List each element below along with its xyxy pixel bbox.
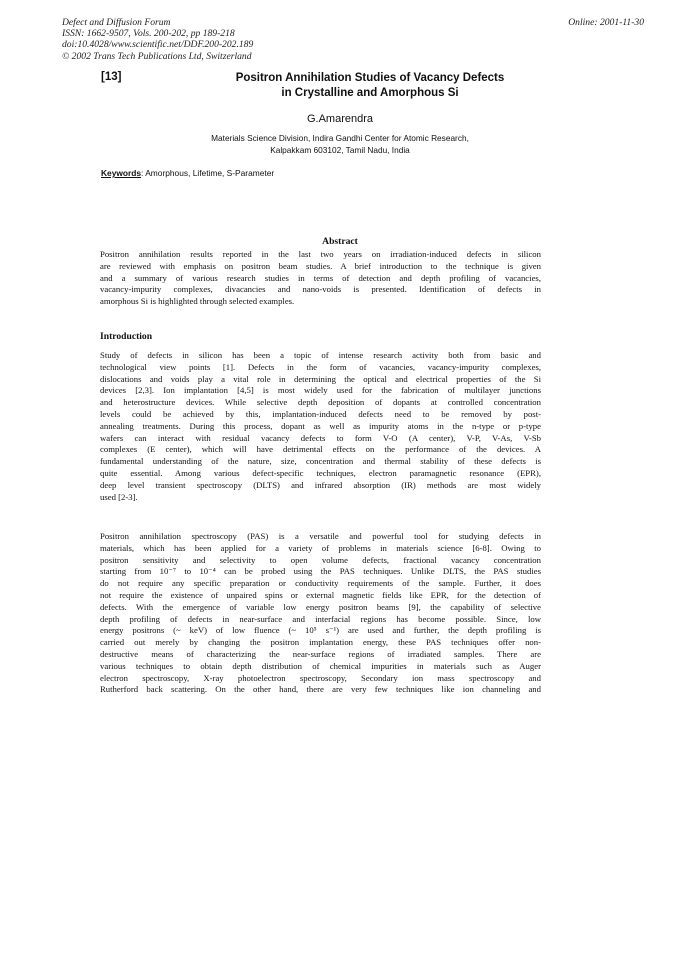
text-line: and a summary of various research studies in terms of detection and depth profiling of vacancies, xyxy=(100,272,541,283)
text-line: carried out merely by changing the positron implantation energy, these PAS techniques offer non- xyxy=(100,637,541,648)
journal-header xyxy=(62,17,253,62)
text-line: not require the existence of unpaired spins or external magnetic fields like EPR, for the detection of xyxy=(100,589,541,600)
introduction-paragraph-1 xyxy=(100,350,541,503)
text-line: Rutherford back scattering. On the other hand, there are very few techniques like ion channeling and xyxy=(100,684,541,695)
title-line-2: in Crystalline and Amorphous Si xyxy=(281,87,459,99)
text-line: depth profiling of defects in near-surface and interfacial regions has become possible. Since, low xyxy=(100,613,541,624)
text-line: deep level transient spectroscopy (DLTS) and infrared absorption (IR) methods are most widely xyxy=(100,479,541,490)
text-line: Positron annihilation spectroscopy (PAS) is a versatile and powerful tool for studying defects in xyxy=(100,531,541,541)
text-line: amorphous Si is highlighted through selected examples. xyxy=(100,296,295,307)
text-line: destructive means of characterizing the near-surface regions of irradiated samples. There are xyxy=(100,648,541,659)
abstract-paragraph xyxy=(100,249,541,308)
text-line: are reviewed with emphasis on positron beam studies. A brief introduction to the technique is given xyxy=(100,260,541,271)
text-line: electron spectroscopy, X-ray photoelectron spectroscopy, Secondary ion mass spectroscopy and xyxy=(100,672,541,683)
introduction-heading: Introduction xyxy=(100,331,153,342)
text-line: and heterostructure devices. While selective depth deposition of dopants at controlled concentration xyxy=(100,397,541,408)
text-line: levels could be achieved by this, implantation-induced defects need to be removed by post- xyxy=(100,408,541,419)
text-line: complexes (E center), which will have detrimental effects on the performance of the devices. A xyxy=(100,444,541,455)
text-line: positron sensitivity and selectivity to open volume defects, fractional vacancy concentration xyxy=(100,554,541,565)
keywords-label: Keywords xyxy=(101,168,142,178)
text-line: defects. With the emergence of variable low energy positron beams [9], the capability of selective xyxy=(100,601,541,612)
text-line: do not require any specific preparation or conductivity requirements of the sample. Further, it does xyxy=(100,578,541,589)
title-line-1: Positron Annihilation Studies of Vacancy Defects xyxy=(235,72,505,84)
text-line: wafers can interact with residual vacancy defects to form V-O (A center), V-P, V-As, V-Sb xyxy=(100,432,541,443)
text-line: energy positrons (~ keV) of low fluence (~ 10⁵ s⁻¹) are used and further, the depth profiling is xyxy=(100,625,541,636)
abstract-heading: Abstract xyxy=(322,236,358,247)
affiliation xyxy=(100,133,580,156)
text-line: devices [2,3]. Ion implantation [4,5] is most widely used for the fabrication of multilayer junctions xyxy=(100,385,541,396)
doi-line[interactable]: doi:10.4028/www.scientific.net/DDF.200-202.189 xyxy=(62,39,254,51)
text-line: starting from 10⁻⁷ to 10⁻⁴ can be probed using the PAS techniques. Unlike DLTS, the PAS studies xyxy=(100,566,541,577)
reference-number: [13] xyxy=(101,71,122,83)
online-date: Online: 2001-11-30 xyxy=(568,17,644,28)
text-line: technological view points [1]. Defects in the form of vacancies, vacancy-impurity complexes, xyxy=(100,361,541,372)
affiliation-line-2: Kalpakkam 603102, Tamil Nadu, India xyxy=(270,144,410,155)
keywords xyxy=(101,168,274,178)
text-line: vacancy-impurity complexes, divacancies and nano-voids is presented. Identification of defects in xyxy=(100,284,541,295)
text-line: used [2-3]. xyxy=(100,491,138,502)
text-line: Positron annihilation results reported in the last two years on irradiation-induced defects in silicon xyxy=(100,249,541,259)
text-line: fundamental understanding of the nature, size, concentration and thermal stability of these defects is xyxy=(100,456,541,467)
text-line: annealing treatments. During this process, dopant as well as impurity atoms in the n-type or p-type xyxy=(100,420,541,431)
text-line: Study of defects in silicon has been a topic of intense research activity both from basic and xyxy=(100,350,541,360)
copyright-line: © 2002 Trans Tech Publications Ltd, Switzerland xyxy=(62,50,252,62)
keywords-list: : Amorphous, Lifetime, S-Parameter xyxy=(141,168,275,178)
text-line: various techniques to obtain depth distribution of chemical impurities in materials such as Auger xyxy=(100,660,541,671)
introduction-paragraph-2 xyxy=(100,531,541,696)
author-name: G.Amarendra xyxy=(306,113,374,125)
text-line: quite essential. Among various defect-specific techniques, electron paramagnetic resonance (EPR), xyxy=(100,467,541,478)
journal-name: Defect and Diffusion Forum xyxy=(62,17,171,28)
affiliation-line-1: Materials Science Division, Indira Gandhi Center for Atomic Research, xyxy=(211,133,469,143)
paper-title xyxy=(150,71,590,101)
text-line: materials, which has been applied for a variety of problems in materials science [6-8]. Owing to xyxy=(100,542,541,553)
text-line: dislocations and voids play a vital role in determining the optical and electrical properties of the Si xyxy=(100,373,541,384)
issn-line: ISSN: 1662-9507, Vols. 200-202, pp 189-218 xyxy=(62,28,235,40)
